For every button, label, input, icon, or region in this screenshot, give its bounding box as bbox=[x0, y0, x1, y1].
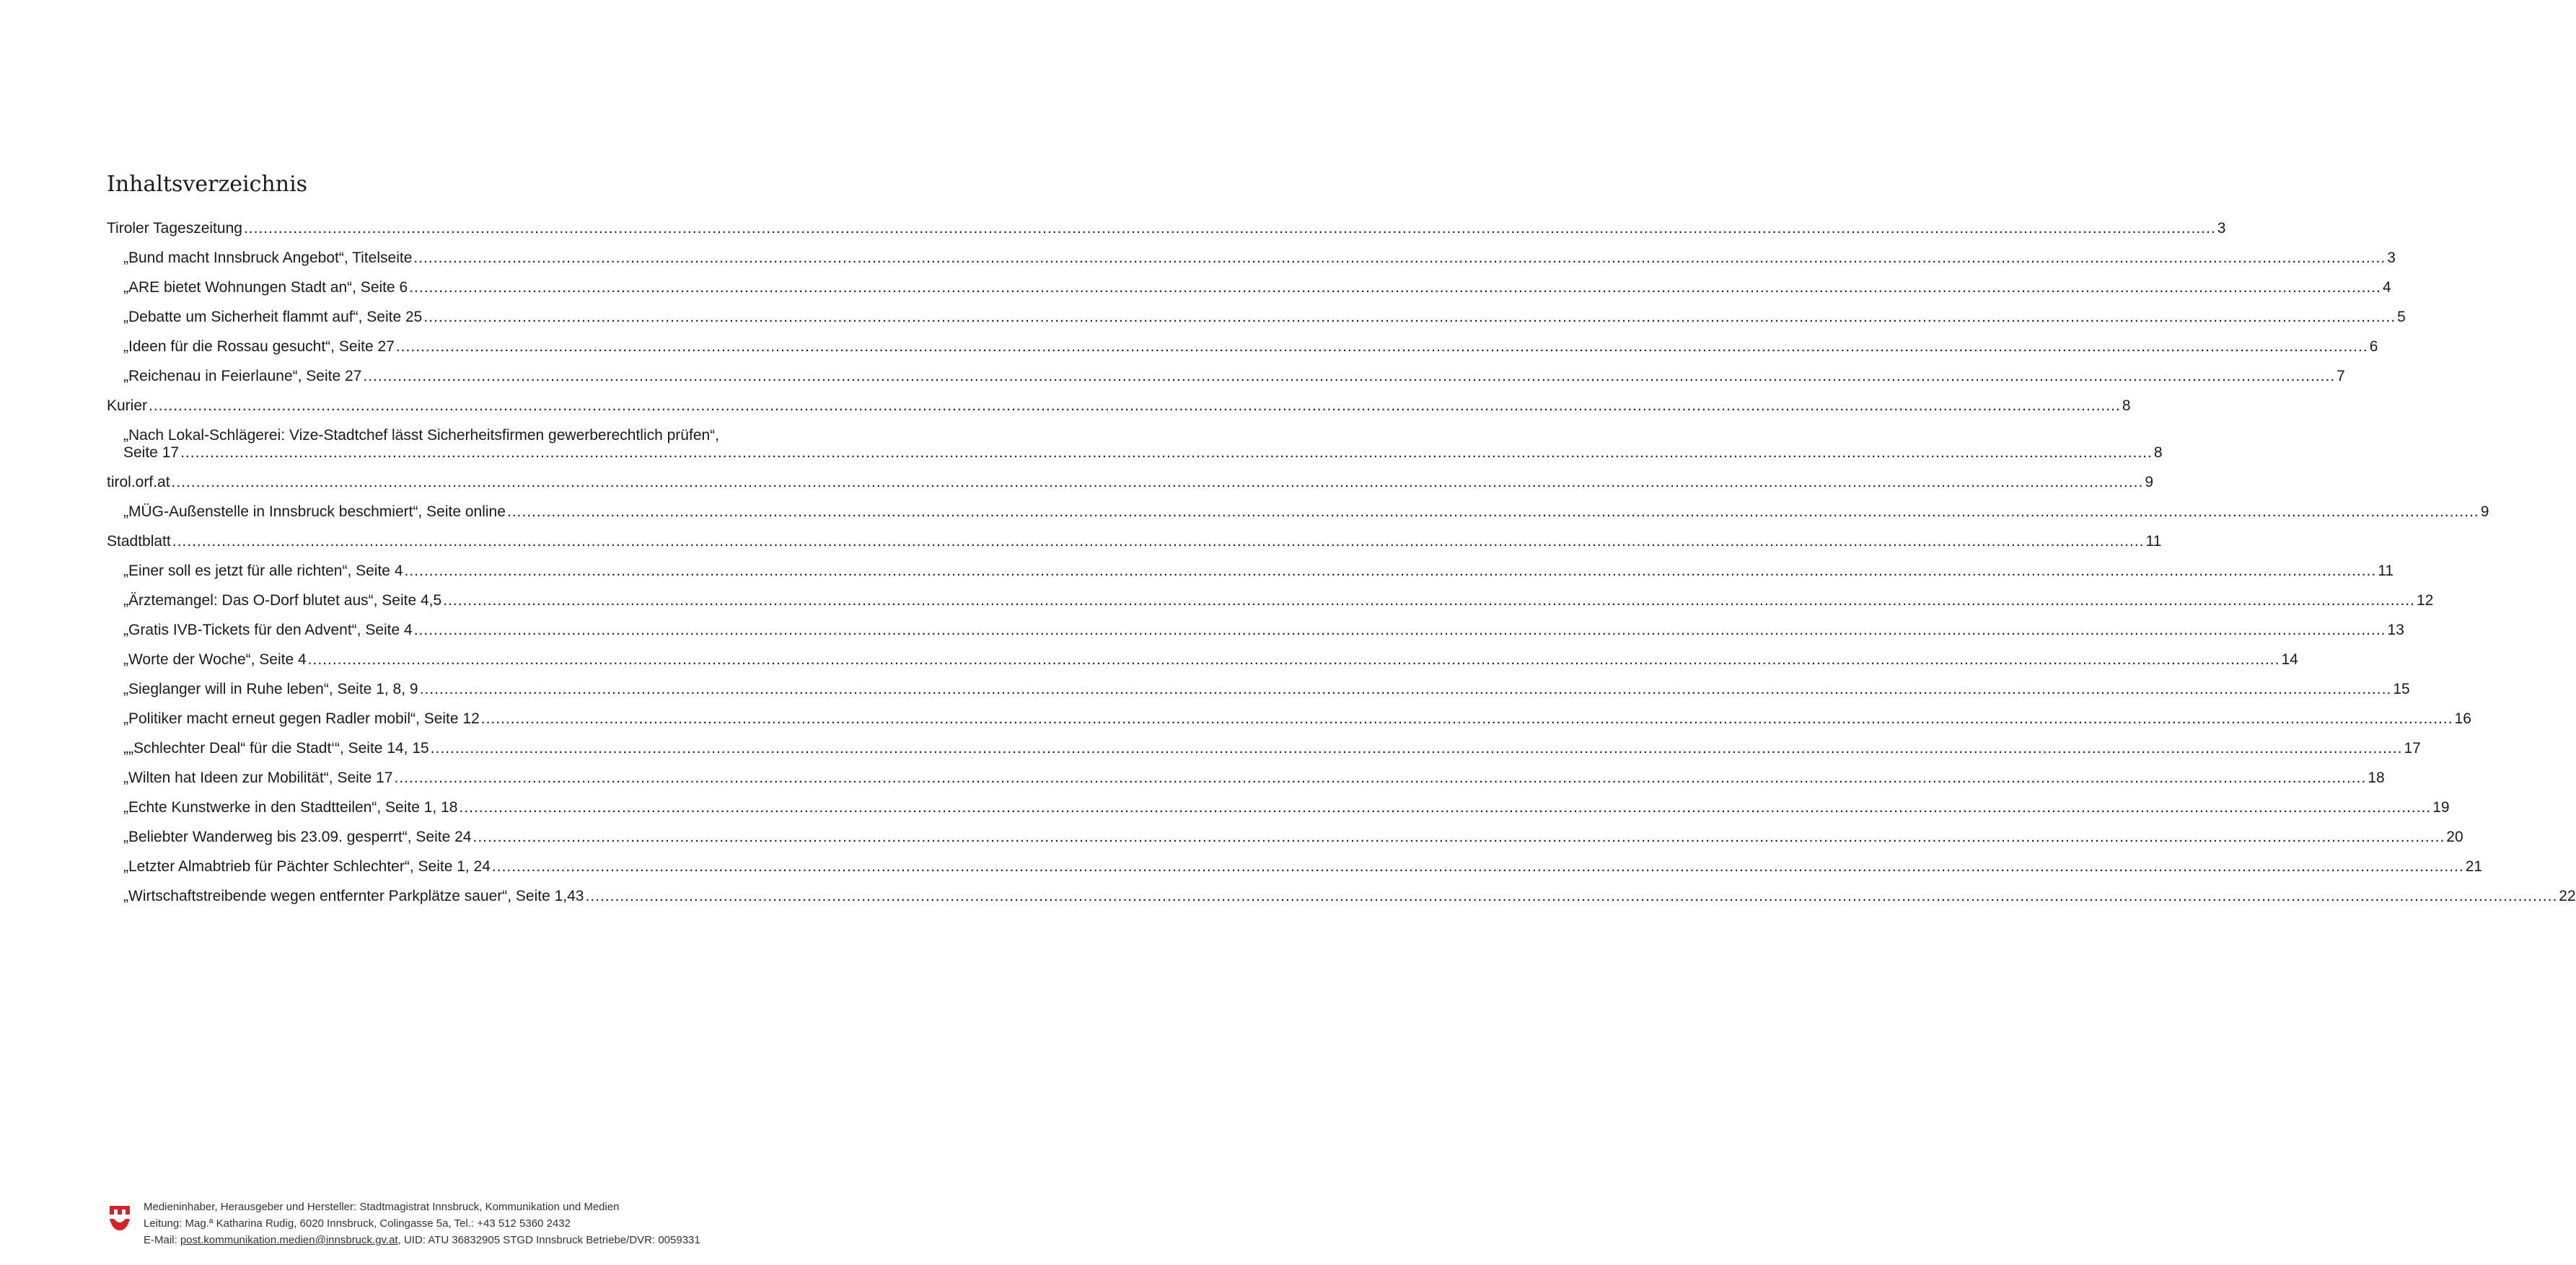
toc-dot-leader: ................................................................................................................................................................................................................................................................................................................................................................................................................ bbox=[480, 710, 2453, 727]
toc-section-entry[interactable] bbox=[107, 220, 2226, 237]
toc-article-entry[interactable] bbox=[107, 651, 2298, 669]
toc-article-entry[interactable] bbox=[107, 592, 2434, 609]
toc-entry-title: „Echte Kunstwerke in den Stadtteilen“, Seite 1, 18 bbox=[123, 799, 458, 816]
toc-dot-leader: ................................................................................................................................................................................................................................................................................................................................................................................................................ bbox=[430, 740, 2403, 757]
toc-dot-leader: ................................................................................................................................................................................................................................................................................................................................................................................................................ bbox=[171, 474, 2144, 490]
toc-dot-leader: ................................................................................................................................................................................................................................................................................................................................................................................................................ bbox=[472, 829, 2445, 845]
toc-page-number: 15 bbox=[2393, 681, 2410, 697]
toc-article-entry[interactable] bbox=[107, 829, 2463, 846]
toc-page-number: 7 bbox=[2337, 368, 2345, 384]
toc-dot-leader: ................................................................................................................................................................................................................................................................................................................................................................................................................ bbox=[363, 368, 2336, 384]
toc-dot-leader: ................................................................................................................................................................................................................................................................................................................................................................................................................ bbox=[180, 444, 2153, 461]
toc-article-entry[interactable] bbox=[107, 279, 2391, 296]
toc-entry-title: „Einer soll es jetzt für alle richten“, Seite 4 bbox=[123, 563, 403, 579]
toc-article-entry[interactable] bbox=[107, 710, 2471, 728]
toc-dot-leader: ................................................................................................................................................................................................................................................................................................................................................................................................................ bbox=[459, 799, 2432, 816]
toc-page-number: 9 bbox=[2480, 503, 2489, 520]
toc-entry-title: Stadtblatt bbox=[107, 533, 171, 550]
toc-page-number: 8 bbox=[2122, 397, 2131, 414]
page-title: Inhaltsverzeichnis bbox=[107, 172, 308, 197]
toc-entry-title: „Sieglanger will in Ruhe leben“, Seite 1, 8, 9 bbox=[123, 681, 418, 697]
toc-page-number: 12 bbox=[2416, 592, 2434, 609]
toc-page-number: 20 bbox=[2446, 829, 2463, 845]
toc-dot-leader: ................................................................................................................................................................................................................................................................................................................................................................................................................ bbox=[585, 888, 2558, 904]
toc-dot-leader: ................................................................................................................................................................................................................................................................................................................................................................................................................ bbox=[413, 622, 2386, 638]
toc-page-number: 16 bbox=[2454, 710, 2471, 727]
email-link[interactable]: post.kommunikation.medien@innsbruck.gv.at bbox=[180, 1234, 398, 1246]
toc-page-number: 11 bbox=[2378, 563, 2394, 579]
email-label: E-Mail: bbox=[144, 1234, 180, 1246]
toc-article-entry[interactable] bbox=[107, 740, 2421, 757]
toc-page-number: 13 bbox=[2387, 622, 2404, 638]
toc-page-number: 9 bbox=[2145, 474, 2154, 490]
toc-article-entry[interactable] bbox=[107, 770, 2385, 787]
toc-dot-leader: ................................................................................................................................................................................................................................................................................................................................................................................................................ bbox=[443, 592, 2415, 609]
toc-entry-title: tirol.orf.at bbox=[107, 474, 170, 490]
toc-entry-title: „Politiker macht erneut gegen Radler mobil“, Seite 12 bbox=[123, 710, 480, 727]
toc-page-number: 3 bbox=[2387, 250, 2396, 266]
toc-entry-title: „Nach Lokal-Schlägerei: Vize-Stadtchef lässt Sicherheitsfirmen gewerberechtlich prüfen“, bbox=[123, 427, 720, 444]
toc-article-entry[interactable] bbox=[107, 309, 2406, 326]
toc-page-number: 6 bbox=[2369, 338, 2378, 355]
footer-line-2: Leitung: Mag.ª Katharina Rudig, 6020 Innsbruck, Colingasse 5a, Tel.: +43 512 5360 2432 bbox=[144, 1217, 571, 1230]
toc-page-number: 22 bbox=[2559, 888, 2576, 904]
toc-entry-title: „Beliebter Wanderweg bis 23.09. gesperrt“, Seite 24 bbox=[123, 829, 472, 845]
toc-article-entry[interactable] bbox=[107, 427, 2163, 462]
toc-dot-leader: ................................................................................................................................................................................................................................................................................................................................................................................................................ bbox=[419, 681, 2392, 697]
toc-page-number: 8 bbox=[2153, 444, 2163, 461]
footer-line-3 bbox=[144, 1232, 700, 1248]
toc-page-number: 18 bbox=[2368, 770, 2385, 786]
toc-article-entry[interactable] bbox=[107, 681, 2410, 698]
toc-section-entry[interactable] bbox=[107, 474, 2154, 491]
toc-article-entry[interactable] bbox=[107, 338, 2378, 356]
toc-dot-leader: ................................................................................................................................................................................................................................................................................................................................................................................................................ bbox=[149, 397, 2121, 414]
toc-article-entry[interactable] bbox=[107, 858, 2483, 876]
toc-article-entry[interactable] bbox=[107, 799, 2450, 816]
toc-entry-title: „„Schlechter Deal“ für die Stadt‘“, Seite 14, 15 bbox=[123, 740, 429, 757]
toc-dot-leader: ................................................................................................................................................................................................................................................................................................................................................................................................................ bbox=[395, 338, 2368, 355]
toc-dot-leader: ................................................................................................................................................................................................................................................................................................................................................................................................................ bbox=[172, 533, 2145, 550]
toc-section-entry[interactable] bbox=[107, 533, 2162, 550]
toc-article-entry[interactable] bbox=[107, 250, 2396, 267]
innsbruck-logo-icon bbox=[108, 1202, 131, 1233]
toc-dot-leader: ................................................................................................................................................................................................................................................................................................................................................................................................................ bbox=[394, 770, 2367, 786]
toc-page-number: 21 bbox=[2465, 858, 2483, 875]
toc-entry-title: „MÜG-Außenstelle in Innsbruck beschmiert“, Seite online bbox=[123, 503, 506, 520]
toc-article-entry[interactable] bbox=[107, 888, 2576, 905]
toc-page-number: 4 bbox=[2383, 279, 2391, 296]
toc-entry-title: „Wilten hat Ideen zur Mobilität“, Seite 17 bbox=[123, 770, 393, 786]
toc-entry-title: „ARE bietet Wohnungen Stadt an“, Seite 6 bbox=[123, 279, 408, 296]
toc-page-number: 19 bbox=[2432, 799, 2450, 816]
toc-entry-title: „Reichenau in Feierlaune“, Seite 27 bbox=[123, 368, 362, 384]
toc-entry-title: „Ärztemangel: Das O-Dorf blutet aus“, Seite 4,5 bbox=[123, 592, 442, 609]
toc-entry-title: Kurier bbox=[107, 397, 148, 414]
toc-dot-leader: ................................................................................................................................................................................................................................................................................................................................................................................................................ bbox=[243, 220, 2216, 237]
toc-article-entry[interactable] bbox=[107, 368, 2345, 385]
table-of-contents bbox=[107, 220, 2576, 917]
toc-dot-leader: ................................................................................................................................................................................................................................................................................................................................................................................................................ bbox=[409, 279, 2381, 296]
toc-entry-title: „Bund macht Innsbruck Angebot“, Titelseite bbox=[123, 250, 413, 266]
toc-article-entry[interactable] bbox=[107, 622, 2404, 639]
toc-section-entry[interactable] bbox=[107, 397, 2131, 415]
toc-dot-leader: ................................................................................................................................................................................................................................................................................................................................................................................................................ bbox=[423, 309, 2396, 325]
toc-entry-title: „Gratis IVB-Tickets für den Advent“, Seite 4 bbox=[123, 622, 413, 638]
toc-page-number: 11 bbox=[2145, 533, 2162, 550]
toc-page-number: 3 bbox=[2217, 220, 2226, 237]
toc-dot-leader: ................................................................................................................................................................................................................................................................................................................................................................................................................ bbox=[404, 563, 2377, 579]
toc-article-entry[interactable] bbox=[107, 503, 2489, 521]
toc-entry-title: „Worte der Woche“, Seite 4 bbox=[123, 651, 307, 668]
toc-entry-title: „Letzter Almabtrieb für Pächter Schlechter“, Seite 1, 24 bbox=[123, 858, 491, 875]
toc-entry-title: Tiroler Tageszeitung bbox=[107, 220, 242, 237]
footer-line-1: Medieninhaber, Herausgeber und Hersteller: Stadtmagistrat Innsbruck, Kommunikation und Medien bbox=[144, 1201, 620, 1213]
toc-page-number: 17 bbox=[2404, 740, 2421, 757]
toc-entry-title-continued: Seite 17 bbox=[123, 444, 180, 461]
toc-page-number: 5 bbox=[2397, 309, 2406, 325]
toc-entry-title: „Ideen für die Rossau gesucht“, Seite 27 bbox=[123, 338, 395, 355]
toc-dot-leader: ................................................................................................................................................................................................................................................................................................................................................................................................................ bbox=[413, 250, 2386, 266]
footer-line-3-rest: , UID: ATU 36832905 STGD Innsbruck Betriebe/DVR: 0059331 bbox=[397, 1234, 700, 1246]
toc-dot-leader: ................................................................................................................................................................................................................................................................................................................................................................................................................ bbox=[307, 651, 2280, 668]
toc-entry-title: „Wirtschaftstreibende wegen entfernter Parkplätze sauer“, Seite 1,43 bbox=[123, 888, 584, 904]
toc-dot-leader: ................................................................................................................................................................................................................................................................................................................................................................................................................ bbox=[491, 858, 2464, 875]
toc-article-entry[interactable] bbox=[107, 563, 2394, 580]
toc-dot-leader: ................................................................................................................................................................................................................................................................................................................................................................................................................ bbox=[506, 503, 2479, 520]
toc-entry-title: „Debatte um Sicherheit flammt auf“, Seite 25 bbox=[123, 309, 423, 325]
footer-text bbox=[144, 1199, 700, 1248]
toc-page-number: 14 bbox=[2281, 651, 2298, 668]
